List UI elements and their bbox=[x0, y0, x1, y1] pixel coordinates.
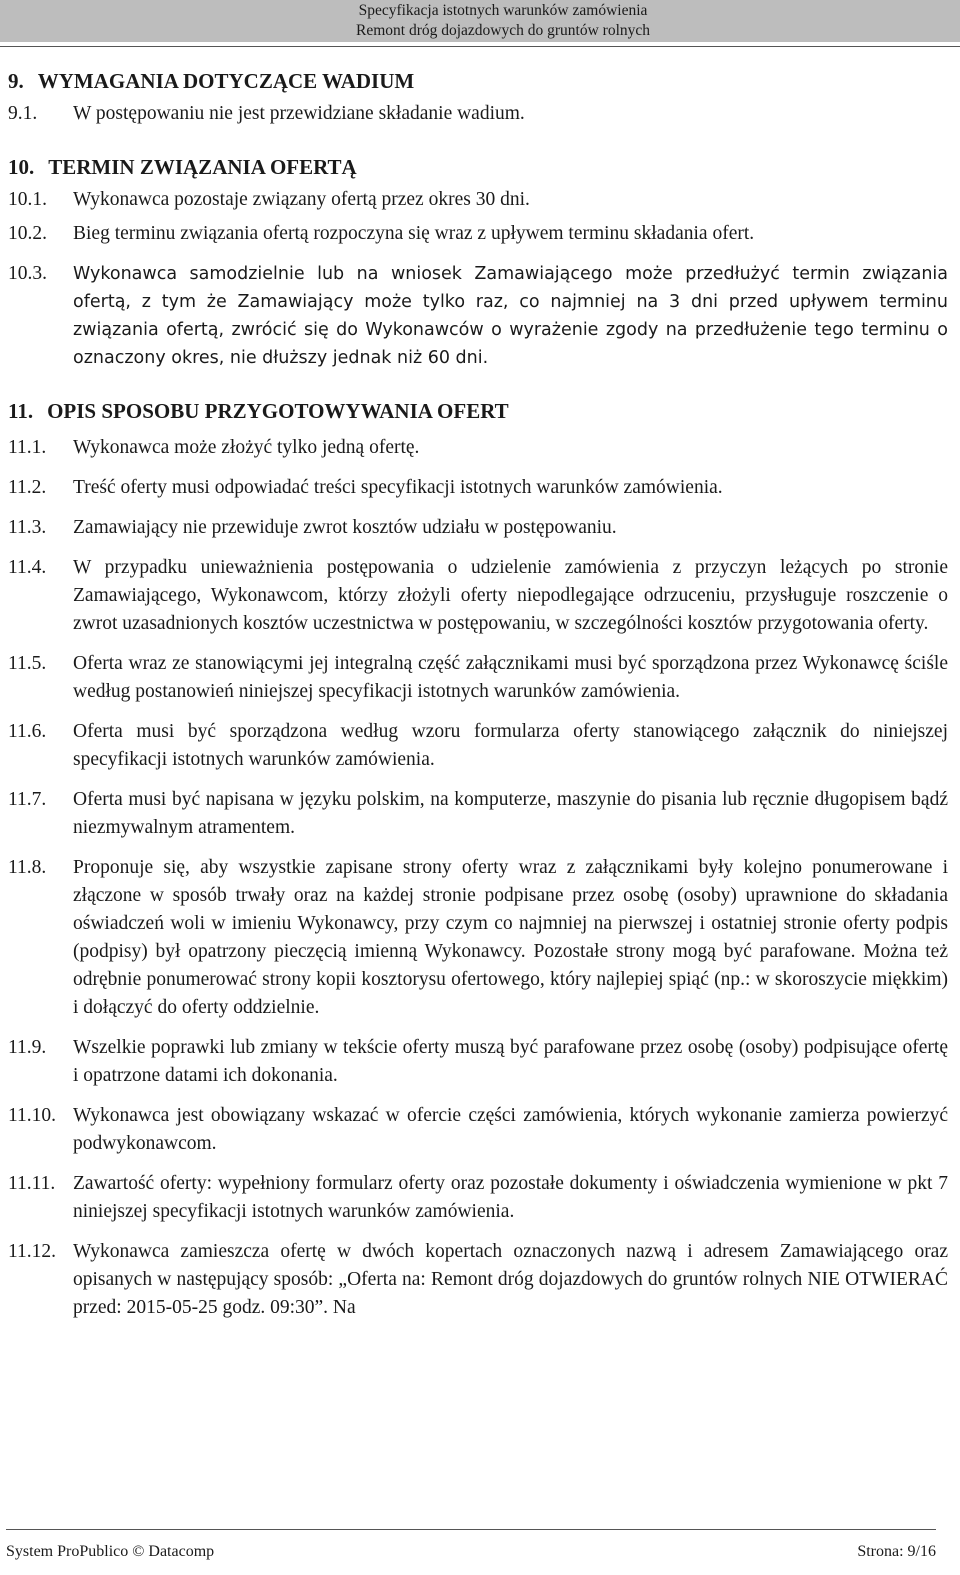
list-item bbox=[8, 1034, 948, 1090]
item-text: Wykonawca jest obowiązany wskazać w ofercie części zamówienia, których wykonanie zamierza powierzyć podwykonawcom. bbox=[73, 1105, 948, 1154]
item-text: W postępowaniu nie jest przewidziane składanie wadium. bbox=[73, 103, 525, 124]
list-item bbox=[8, 1170, 948, 1226]
item-number: 10.2. bbox=[8, 223, 47, 244]
item-text: Wykonawca może złożyć tylko jedną ofertę. bbox=[73, 437, 420, 458]
list-item bbox=[8, 854, 948, 1022]
list-item bbox=[8, 260, 948, 372]
item-number: 11.10. bbox=[8, 1105, 57, 1126]
item-text: Oferta musi być sporządzona według wzoru formularza oferty stanowiącego załącznik do niniejszej specyfikacji istotnych warunków zamówienia. bbox=[73, 721, 948, 770]
item-text: Wykonawca samodzielnie lub na wniosek Zamawiającego może przedłużyć termin związania ofertą, z tym że Zamawiający może tylko raz, co najmniej na 3 dni przed upływem terminu związania ofertą, zwrócić się do Wykonawców o wyrażenie zgody na przedłużenie tego terminu o oznaczony okres, nie dłuższy jednak niż 60 dni. bbox=[73, 264, 948, 368]
list-item bbox=[8, 220, 948, 248]
list-item bbox=[8, 1102, 948, 1158]
item-number: 9.1. bbox=[8, 103, 38, 124]
item-text: Bieg terminu związania ofertą rozpoczyna się wraz z upływem terminu składania ofert. bbox=[73, 223, 755, 244]
list-item bbox=[8, 474, 948, 502]
list-item bbox=[8, 554, 948, 638]
item-text: Wszelkie poprawki lub zmiany w tekście oferty muszą być parafowane przez osobę (osoby) podpisujące ofertę i opatrzone datami ich dokonania. bbox=[73, 1037, 948, 1086]
footer-copyright: System ProPublico © Datacomp bbox=[6, 1543, 215, 1560]
page-header bbox=[0, 0, 960, 42]
item-number: 10.1. bbox=[8, 189, 47, 210]
item-number: 11.7. bbox=[8, 789, 47, 810]
item-text: Zawartość oferty: wypełniony formularz oferty oraz pozostałe dokumenty i oświadczenia wymienione w pkt 7 niniejszej specyfikacji istotnych warunków zamówienia. bbox=[73, 1173, 948, 1222]
item-text: Proponuje się, aby wszystkie zapisane strony oferty wraz z załącznikami były kolejno ponumerowane i złączone w sposób trwały oraz na każdej stronie podpisane przez osobę (osoby) uprawnione do składania oświadczeń woli w imieniu Wykonawcy, przy czym co najmniej na pierwszej i ostatniej stronie oferty podpis (podpisy) był opatrzony pieczęcią imienną Wykonawcy. Pozostałe strony mogą być parafowane. Można też odrębnie ponumerować strony kopii kosztorysu ofertowego, który najlepiej spiąć (np.: w skoroszycie miękkim) i dołączyć do oferty oddzielnie. bbox=[73, 857, 948, 1018]
item-text: Wykonawca pozostaje związany ofertą przez okres 30 dni. bbox=[73, 189, 530, 210]
item-number: 11.11. bbox=[8, 1173, 56, 1194]
document-body bbox=[8, 64, 948, 1322]
item-number: 10.3. bbox=[8, 263, 47, 284]
item-text: Oferta wraz ze stanowiącymi jej integralną część załącznikami musi być sporządzona przez Wykonawcę ściśle według postanowień niniejszej specyfikacji istotnych warunków zamówienia. bbox=[73, 653, 948, 702]
item-text: Zamawiający nie przewiduje zwrot kosztów udziału w postępowaniu. bbox=[73, 517, 617, 538]
page-footer bbox=[6, 1543, 936, 1561]
section-number: 9. bbox=[8, 69, 24, 93]
footer-page-number: Strona: 9/16 bbox=[857, 1543, 936, 1560]
item-number: 11.2. bbox=[8, 477, 47, 498]
section-heading bbox=[8, 398, 948, 424]
list-item bbox=[8, 650, 948, 706]
item-text: Wykonawca zamieszcza ofertę w dwóch kopertach oznaczonych nazwą i adresem Zamawiającego oraz opisanych w następujący sposób: „Oferta na: Remont dróg dojazdowych do gruntów rolnych NIE OTWIERAĆ przed: 2015-05-25 godz. 09:30”. Na bbox=[73, 1241, 948, 1318]
item-number: 11.5. bbox=[8, 653, 47, 674]
header-line-1: Specyfikacja istotnych warunków zamówienia bbox=[358, 2, 648, 19]
section-heading bbox=[8, 68, 948, 94]
list-item bbox=[8, 786, 948, 842]
section-title: WYMAGANIA DOTYCZĄCE WADIUM bbox=[37, 69, 415, 93]
header-title-block bbox=[356, 1, 650, 41]
footer-divider bbox=[6, 1529, 936, 1530]
section-title: OPIS SPOSOBU PRZYGOTOWYWANIA OFERT bbox=[47, 399, 509, 423]
item-number: 11.6. bbox=[8, 721, 47, 742]
item-number: 11.1. bbox=[8, 437, 47, 458]
section-title: TERMIN ZWIĄZANIA OFERTĄ bbox=[48, 155, 357, 179]
header-divider bbox=[0, 46, 960, 47]
item-number: 11.3. bbox=[8, 517, 47, 538]
item-number: 11.9. bbox=[8, 1037, 47, 1058]
list-item bbox=[8, 100, 948, 128]
item-text: W przypadku unieważnienia postępowania o udzielenie zamówienia z przyczyn leżących po stronie Zamawiającego, Wykonawcom, którzy złożyli oferty niepodlegające odrzuceniu, przysługuje roszczenie o zwrot uzasadnionych kosztów uczestnictwa w postępowaniu, w szczególności kosztów przygotowania oferty. bbox=[73, 557, 948, 634]
item-number: 11.8. bbox=[8, 857, 47, 878]
section-heading bbox=[8, 154, 948, 180]
list-item bbox=[8, 514, 948, 542]
section-number: 11. bbox=[8, 399, 34, 423]
item-number: 11.4. bbox=[8, 557, 47, 578]
header-line-2: Remont dróg dojazdowych do gruntów rolnych bbox=[355, 22, 650, 39]
list-item bbox=[8, 718, 948, 774]
item-text: Treść oferty musi odpowiadać treści specyfikacji istotnych warunków zamówienia. bbox=[73, 477, 723, 498]
section-number: 10. bbox=[8, 155, 35, 179]
list-item bbox=[8, 186, 948, 214]
list-item bbox=[8, 1238, 948, 1322]
item-text: Oferta musi być napisana w języku polskim, na komputerze, maszynie do pisania lub ręcznie długopisem bądź niezmywalnym atramentem. bbox=[73, 789, 948, 838]
list-item bbox=[8, 434, 948, 462]
item-number: 11.12. bbox=[8, 1241, 57, 1262]
